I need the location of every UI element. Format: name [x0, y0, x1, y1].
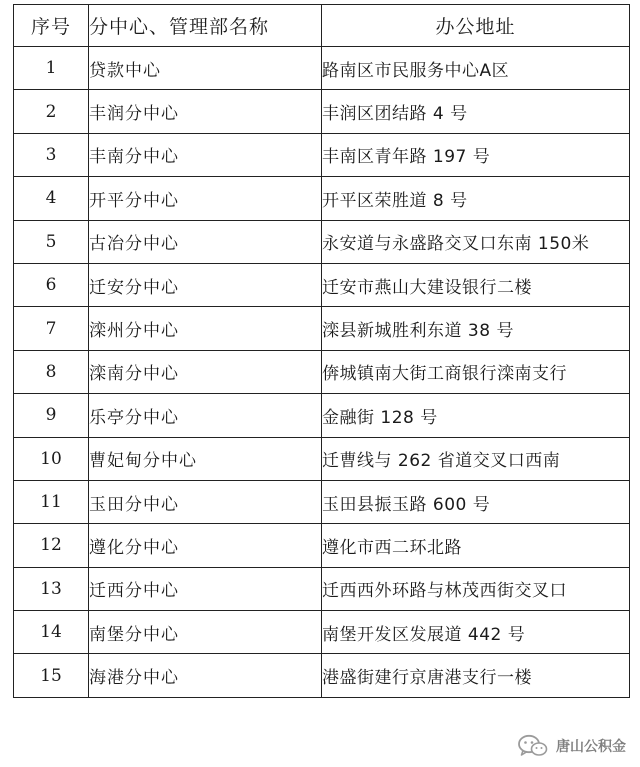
table-row: [14, 394, 630, 437]
row-address: 倴城镇南大街工商银行滦南支行: [322, 350, 630, 393]
row-address: 永安道与永盛路交叉口东南 150米: [322, 220, 630, 263]
row-address: 丰南区青年路 197 号: [322, 133, 630, 176]
row-name: 丰南分中心: [89, 133, 322, 176]
row-address: 迁西西外环路与林茂西街交叉口: [322, 567, 630, 610]
row-name: 南堡分中心: [89, 611, 322, 654]
row-number: 1: [14, 47, 89, 90]
row-name: 玉田分中心: [89, 480, 322, 523]
table-row: [14, 567, 630, 610]
row-address: 迁曹线与 262 省道交叉口西南: [322, 437, 630, 480]
row-name: 滦南分中心: [89, 350, 322, 393]
header-name: 分中心、管理部名称: [89, 5, 322, 47]
header-number: 序号: [14, 5, 89, 47]
row-address: 丰润区团结路 4 号: [322, 90, 630, 133]
row-number: 12: [14, 524, 89, 567]
row-number: 15: [14, 654, 89, 697]
row-name: 迁西分中心: [89, 567, 322, 610]
row-address: 南堡开发区发展道 442 号: [322, 611, 630, 654]
table-row: [14, 611, 630, 654]
row-name: 乐亭分中心: [89, 394, 322, 437]
row-name: 曹妃甸分中心: [89, 437, 322, 480]
row-number: 9: [14, 394, 89, 437]
row-address: 滦县新城胜利东道 38 号: [322, 307, 630, 350]
row-address: 港盛街建行京唐港支行一楼: [322, 654, 630, 697]
watermark-label: 唐山公积金: [556, 739, 626, 755]
row-number: 3: [14, 133, 89, 176]
table-row: [14, 307, 630, 350]
row-number: 13: [14, 567, 89, 610]
row-number: 7: [14, 307, 89, 350]
office-directory-table: [13, 4, 630, 698]
row-name: 滦州分中心: [89, 307, 322, 350]
table-row: [14, 350, 630, 393]
row-address: 路南区市民服务中心A区: [322, 47, 630, 90]
header-address: 办公地址: [322, 5, 630, 47]
table-row: [14, 133, 630, 176]
row-name: 丰润分中心: [89, 90, 322, 133]
table-row: [14, 47, 630, 90]
row-number: 10: [14, 437, 89, 480]
table-row: [14, 263, 630, 306]
wechat-icon: [518, 734, 548, 758]
row-name: 遵化分中心: [89, 524, 322, 567]
table-header: [14, 5, 630, 47]
table-row: [14, 90, 630, 133]
row-address: 迁安市燕山大建设银行二楼: [322, 263, 630, 306]
row-number: 14: [14, 611, 89, 654]
row-address: 遵化市西二环北路: [322, 524, 630, 567]
row-address: 玉田县振玉路 600 号: [322, 480, 630, 523]
row-name: 古冶分中心: [89, 220, 322, 263]
row-name: 迁安分中心: [89, 263, 322, 306]
account-watermark: [518, 733, 626, 759]
row-number: 5: [14, 220, 89, 263]
row-number: 6: [14, 263, 89, 306]
row-address: 开平区荣胜道 8 号: [322, 177, 630, 220]
table-body: [14, 47, 630, 698]
row-name: 开平分中心: [89, 177, 322, 220]
row-number: 4: [14, 177, 89, 220]
table-row: [14, 654, 630, 697]
header-row: [14, 5, 630, 47]
table-row: [14, 220, 630, 263]
table-row: [14, 524, 630, 567]
table-row: [14, 480, 630, 523]
table-row: [14, 177, 630, 220]
row-number: 8: [14, 350, 89, 393]
row-name: 贷款中心: [89, 47, 322, 90]
row-name: 海港分中心: [89, 654, 322, 697]
row-number: 2: [14, 90, 89, 133]
table-row: [14, 437, 630, 480]
row-address: 金融街 128 号: [322, 394, 630, 437]
row-number: 11: [14, 480, 89, 523]
